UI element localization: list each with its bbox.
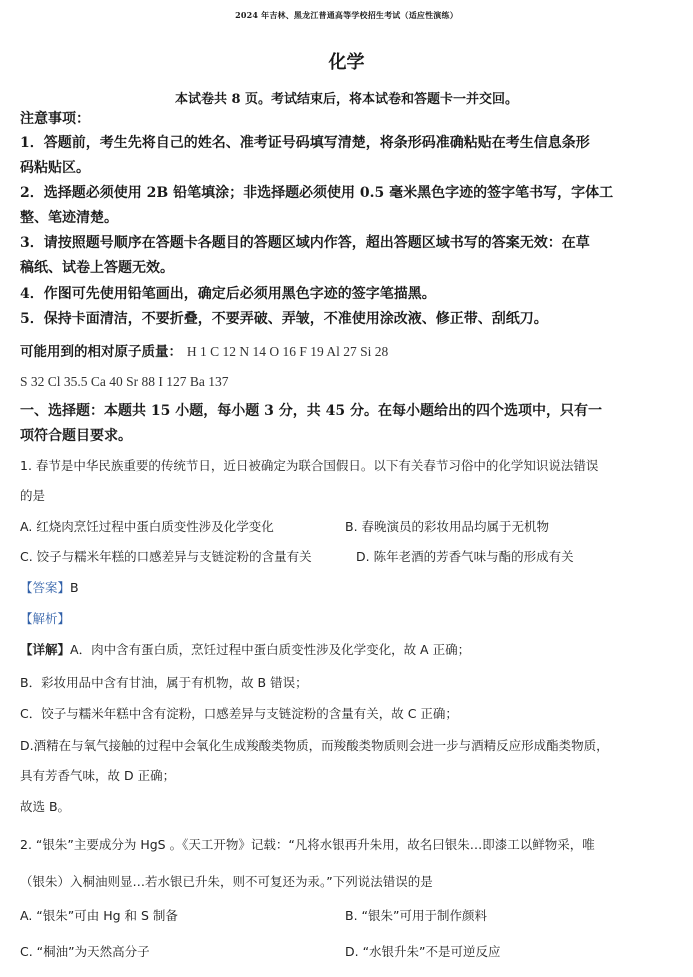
notice-heading: 注意事项： xyxy=(20,111,90,127)
q2-stem-cont: （银朱）入桐油则显…若水银已升朱，则不可复还为汞。”下列说法错误的是 xyxy=(20,874,433,889)
atomic-mass-values-1: H 1 C 12 N 14 O 16 F 19 Al 27 Si 28 xyxy=(186,344,389,359)
q1-stem-cont: 的是 xyxy=(20,488,46,503)
notice-item-4: 4．作图可先使用铅笔画出，确定后必须用黑色字迹的签字笔描黑。 xyxy=(20,286,436,302)
q1-option-a: A. 红烧肉烹饪过程中蛋白质变性涉及化学变化 xyxy=(20,519,274,534)
atomic-mass-row-1 xyxy=(20,340,388,360)
answer-value: B xyxy=(70,580,79,595)
q1-option-b: B. 春晚演员的彩妆用品均属于无机物 xyxy=(345,519,550,534)
q1-detail-b: B．彩妆用品中含有甘油，属于有机物，故 B 错误； xyxy=(20,675,308,690)
q1-stem: 1. 春节是中华民族重要的传统节日，近日被确定为联合国假日。以下有关春节习俗中的化学知识说法错误 xyxy=(20,458,599,473)
q1-detail-d: D.酒精在与氧气接触的过程中会氧化生成羧酸类物质，而羧酸类物质则会进一步与酒精反应形成酯类物质， xyxy=(20,738,609,753)
q1-option-d: D. 陈年老酒的芳香气味与酯的形成有关 xyxy=(356,549,574,564)
q1-option-c: C. 饺子与糯米年糕的口感差异与支链淀粉的含量有关 xyxy=(20,549,312,564)
notice-item-2: 2．选择题必须使用 2B 铅笔填涂；非选择题必须使用 0.5 毫米黑色字迹的签字笔书写，字体工 xyxy=(20,185,614,201)
q1-analysis-tag: 【解析】 xyxy=(20,611,71,626)
atomic-mass-row-2 xyxy=(20,374,229,390)
q2-option-c: C. “桐油”为天然高分子 xyxy=(20,944,150,959)
notice-item-2-cont: 整、笔迹清楚。 xyxy=(20,210,118,226)
answer-tag: 【答案】 xyxy=(20,580,71,595)
detail-a-text: A．肉中含有蛋白质，烹饪过程中蛋白质变性涉及化学变化，故 A 正确； xyxy=(70,642,471,657)
atomic-mass-values-2: S 32 Cl 35.5 Ca 40 Sr 88 I 127 Ba 137 xyxy=(20,374,229,389)
section1-heading: 一、选择题：本题共 15 小题，每小题 3 分，共 45 分。在每小题给出的四个选项中，只有一 xyxy=(20,403,602,419)
q2-stem: 2. “银朱”主要成分为 HgS 。《天工开物》记载：“凡将水银再升朱用，故名曰银朱…即漆工以鲜物采，唯 xyxy=(20,837,595,852)
notice-item-3: 3．请按照题号顺序在答题卡各题目的答题区域内作答，超出答题区域书写的答案无效：在草 xyxy=(20,235,590,251)
q2-option-b: B. “银朱”可用于制作颜料 xyxy=(345,908,487,923)
notice-item-1-cont: 码粘贴区。 xyxy=(20,160,90,176)
q1-detail-c: C．饺子与糯米年糕中含有淀粉，口感差异与支链淀粉的含量有关，故 C 正确； xyxy=(20,706,458,721)
q1-answer xyxy=(20,578,79,596)
notice-item-1: 1．答题前，考生先将自己的姓名、准考证号码填写清楚，将条形码准确粘贴在考生信息条形 xyxy=(20,135,590,151)
q1-detail-a xyxy=(20,640,470,658)
q2-option-d: D. “水银升朱”不是可逆反应 xyxy=(345,944,501,959)
exam-title: 2024 年吉林、黑龙江普通高等学校招生考试（适应性演练） xyxy=(235,10,458,20)
atomic-mass-label: 可能用到的相对原子质量： xyxy=(20,344,182,360)
q1-conclusion: 故选 B。 xyxy=(20,799,71,814)
notice-item-5: 5．保持卡面清洁，不要折叠，不要弄破、弄皱，不准使用涂改液、修正带、刮纸刀。 xyxy=(20,311,548,327)
detail-tag: 【详解】 xyxy=(20,642,71,657)
subject-title: 化学 xyxy=(328,52,365,73)
exam-intro: 本试卷共 8 页。考试结束后，将本试卷和答题卡一并交回。 xyxy=(174,92,519,107)
section1-heading-cont: 项符合题目要求。 xyxy=(20,428,132,444)
notice-item-3-cont: 稿纸、试卷上答题无效。 xyxy=(20,260,174,276)
q2-option-a: A. “银朱”可由 Hg 和 S 制备 xyxy=(20,908,178,923)
q1-detail-d-cont: 具有芳香气味，故 D 正确； xyxy=(20,768,176,783)
